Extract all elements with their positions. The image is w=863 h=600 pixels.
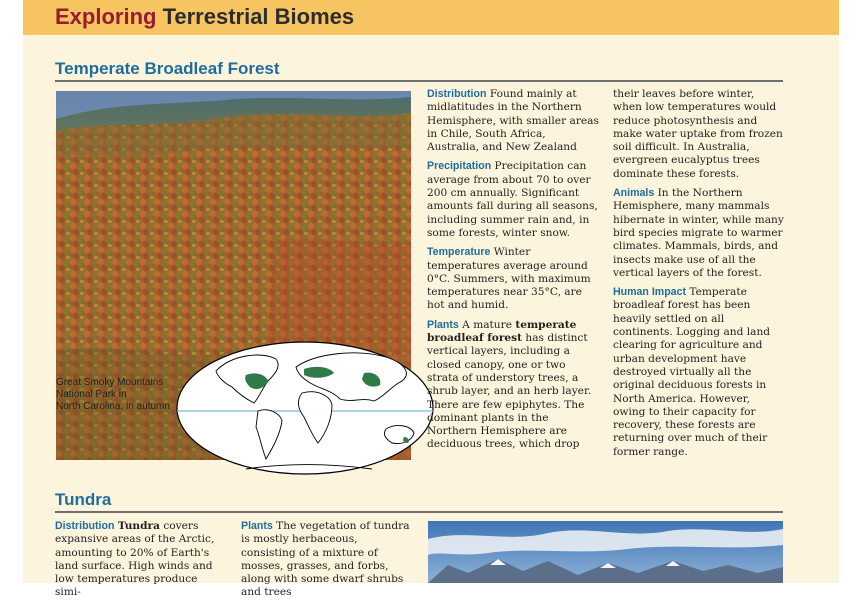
text-temperature: Winter temperatures average around 0°C. Summers, with maximum temperatures near 35°C, are hot and humid. <box>427 246 591 312</box>
text-tundra-plants: The vegetation of tundra is mostly herbaceous, consisting of a mixture of mosses, grasses, and forbs, along with some dwarf shrubs and trees <box>241 520 410 599</box>
paragraph-temperature <box>427 246 599 312</box>
term-temperate-broadleaf-forest: temperate broadleaf forest <box>427 318 577 345</box>
paragraph-plants-cont <box>613 88 785 181</box>
paragraph-tundra-plants <box>241 520 411 600</box>
label-human-impact: Human Impact <box>613 286 686 299</box>
text-precipitation: Precipitation can average from about 70 to over 200 cm annually. Significant amounts fall during all seasons, including summer rain and, in some forests, winter snow. <box>427 160 598 239</box>
section-rule-tundra <box>55 511 783 513</box>
text-plants-cont: their leaves before winter, when low temperatures would reduce photosynthesis and make water uptake from frozen soil difficult. In Australia, evergreen eucalyptus trees dominate these forests. <box>613 88 783 180</box>
paragraph-distribution <box>427 88 599 154</box>
text-animals: In the Northern Hemisphere, many mammals hibernate in winter, while many bird species migrate to warmer climates. Mammals, birds, and insects make use of all the vertical layers of the forest. <box>613 187 784 279</box>
label-temperature: Temperature <box>427 246 491 259</box>
text-plants-before: A mature <box>462 318 516 331</box>
text-human-impact: Temperate broadleaf forest has been heavily settled on all continents. Logging and land clearing for agriculture and urban development have destroyed virtually all the original deciduous forests in North America. However, owing to their capacity for recovery, these forests are returning over much of their former range. <box>613 286 771 458</box>
title-accent: Exploring <box>55 4 157 29</box>
text-plants-after: has distinct vertical layers, including a closed canopy, one or two strata of understory trees, a shrub layer, and an herb layer. There are few epiphytes. The dominant plants in the Northern Hemisphere are deciduous trees, which drop <box>427 332 592 451</box>
label-distribution: Distribution <box>427 88 487 100</box>
label-tundra-distribution: Distribution <box>55 520 115 532</box>
paragraph-plants <box>427 319 599 452</box>
section-heading-tundra: Tundra <box>55 490 112 509</box>
page-title <box>55 4 354 30</box>
title-rest: Terrestrial Biomes <box>156 4 355 29</box>
tundra-column-2 <box>241 520 411 599</box>
paragraph-animals <box>613 187 785 280</box>
text-distribution: Found mainly at midlatitudes in the Northern Hemisphere, with smaller areas in Chile, South Africa, Australia, and New Zealand <box>427 88 599 154</box>
text-tundra-distribution: covers expansive areas of the Arctic, amounting to 20% of Earth's land surface. High winds and low temperatures produce simi- <box>55 520 215 599</box>
photo-caption: Great Smoky Mountains National Park in North Carolina, in autumn <box>56 377 170 412</box>
text-column-2 <box>613 88 785 465</box>
term-tundra: Tundra <box>117 520 160 532</box>
tundra-column-1 <box>55 520 223 599</box>
paragraph-tundra-distribution <box>55 520 223 600</box>
text-column-1 <box>427 88 599 458</box>
label-plants: Plants <box>427 318 459 331</box>
label-animals: Animals <box>613 187 655 200</box>
label-tundra-plants: Plants <box>241 520 273 532</box>
label-precipitation: Precipitation <box>427 160 492 173</box>
paragraph-precipitation <box>427 160 599 240</box>
section-rule-temperate <box>55 80 783 82</box>
tundra-photo <box>428 521 783 583</box>
world-map <box>176 341 435 475</box>
section-heading-temperate: Temperate Broadleaf Forest <box>55 59 280 78</box>
paragraph-human-impact <box>613 286 785 459</box>
